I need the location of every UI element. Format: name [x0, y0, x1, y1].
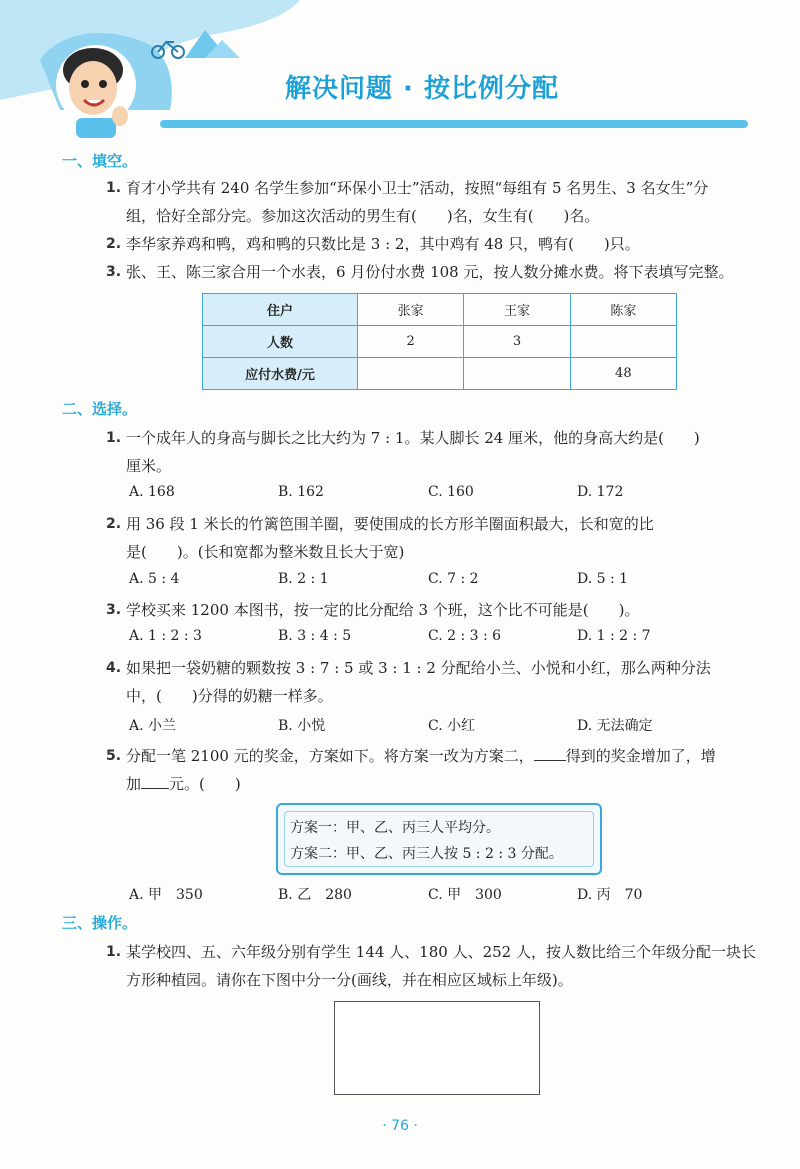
option-d[interactable]: D. 172	[577, 484, 624, 500]
question-text: 某学校四、五、六年级分别有学生 144 人、180 人、252 人，按人数比给三个年级分配一块长	[126, 943, 756, 961]
question-number: 4.	[106, 660, 122, 676]
option-c[interactable]: C. 160	[428, 484, 474, 500]
table-cell-input[interactable]	[464, 358, 570, 390]
plan-one-text: 方案一：甲、乙、丙三人平均分。	[290, 820, 500, 836]
table-row	[203, 358, 677, 390]
water-fee-table	[202, 293, 677, 390]
question-text: 厘米。	[126, 457, 172, 475]
question-text: 用 36 段 1 米长的竹篱笆围羊圈，要使围成的长方形羊圈面积最大，长和宽的比	[126, 515, 654, 533]
table-row	[203, 294, 677, 326]
option-c[interactable]: C. 小红	[428, 718, 476, 734]
question-number: 2.	[106, 236, 122, 252]
table-cell: 陈家	[570, 294, 676, 326]
option-a[interactable]: A. 5 : 4	[129, 571, 180, 587]
table-cell-input[interactable]	[570, 326, 676, 358]
question-text-part: 元。( )	[169, 775, 241, 793]
question-text: 中，( )分得的奶糖一样多。	[126, 687, 333, 705]
page-title: 解决问题 · 按比例分配	[285, 74, 559, 104]
answer-blank[interactable]	[534, 746, 566, 761]
table-cell-input[interactable]	[358, 358, 464, 390]
table-cell: 住户	[203, 294, 358, 326]
question-number: 3.	[106, 264, 122, 280]
question-number: 2.	[106, 516, 122, 532]
table-cell: 人数	[203, 326, 358, 358]
table-cell: 2	[358, 326, 464, 358]
option-d[interactable]: D. 丙 70	[577, 887, 643, 903]
option-b[interactable]: B. 3 : 4 : 5	[278, 628, 352, 644]
question-number: 1.	[106, 430, 122, 446]
section-fill-heading: 一、填空。	[62, 152, 138, 170]
option-c[interactable]: C. 7 : 2	[428, 571, 479, 587]
table-cell: 48	[570, 358, 676, 390]
question-text: 是( )。(长和宽都为整米数且长大于宽)	[126, 543, 405, 561]
question-text: 学校买来 1200 本图书，按一定的比分配给 3 个班，这个比不可能是( )。	[126, 601, 640, 619]
question-text	[126, 774, 241, 794]
question-text-part: 加	[126, 775, 142, 793]
question-number: 3.	[106, 602, 122, 618]
option-a[interactable]: A. 甲 350	[129, 887, 203, 903]
option-d[interactable]: D. 5 : 1	[577, 571, 629, 587]
section-choice-heading: 二、选择。	[62, 400, 138, 418]
question-number: 1.	[106, 944, 122, 960]
question-text: 如果把一袋奶糖的颗数按 3 : 7 : 5 或 3 : 1 : 2 分配给小兰、小悦和小红，那么两种分法	[126, 659, 711, 677]
plan-box	[276, 803, 602, 875]
option-a[interactable]: A. 小兰	[129, 718, 177, 734]
option-b[interactable]: B. 小悦	[278, 718, 326, 734]
section-operate-heading: 三、操作。	[62, 914, 138, 932]
option-b[interactable]: B. 162	[278, 484, 324, 500]
answer-blank[interactable]	[141, 774, 169, 789]
question-text: 张、王、陈三家合用一个水表，6 月份付水费 108 元，按人数分摊水费。将下表填写完整。	[126, 263, 734, 281]
option-c[interactable]: C. 甲 300	[428, 887, 502, 903]
question-text	[126, 746, 716, 766]
table-cell: 应付水费/元	[203, 358, 358, 390]
question-number: 5.	[106, 748, 122, 764]
option-b[interactable]: B. 乙 280	[278, 887, 352, 903]
question-number: 1.	[106, 180, 122, 196]
option-a[interactable]: A. 168	[129, 484, 175, 500]
table-row	[203, 326, 677, 358]
option-d[interactable]: D. 1 : 2 : 7	[577, 628, 651, 644]
question-text-part: 得到的奖金增加了，增	[565, 747, 716, 765]
table-cell: 3	[464, 326, 570, 358]
garden-drawing-area[interactable]	[334, 1001, 540, 1095]
plan-two-text: 方案二：甲、乙、丙三人按 5 : 2 : 3 分配。	[290, 846, 563, 862]
question-text: 方形种植园。请你在下图中分一分(画线，并在相应区域标上年级)。	[126, 971, 573, 989]
table-cell: 王家	[464, 294, 570, 326]
page-number: · 76 ·	[382, 1118, 418, 1134]
option-d[interactable]: D. 无法确定	[577, 718, 653, 734]
table-cell: 张家	[358, 294, 464, 326]
question-text: 一个成年人的身高与脚长之比大约为 7 : 1。某人脚长 24 厘米，他的身高大约是( )	[126, 429, 700, 447]
mascot-avatar	[48, 30, 148, 140]
option-b[interactable]: B. 2 : 1	[278, 571, 329, 587]
option-c[interactable]: C. 2 : 3 : 6	[428, 628, 502, 644]
question-text: 组，恰好全部分完。参加这次活动的男生有( )名，女生有( )名。	[126, 207, 600, 225]
question-text: 育才小学共有 240 名学生参加“环保小卫士”活动，按照“每组有 5 名男生、3 名女生”分	[126, 179, 709, 197]
question-text-part: 分配一笔 2100 元的奖金，方案如下。将方案一改为方案二，	[126, 747, 534, 765]
option-a[interactable]: A. 1 : 2 : 3	[129, 628, 202, 644]
question-text: 李华家养鸡和鸭，鸡和鸭的只数比是 3 : 2，其中鸡有 48 只，鸭有( )只。	[126, 235, 640, 253]
